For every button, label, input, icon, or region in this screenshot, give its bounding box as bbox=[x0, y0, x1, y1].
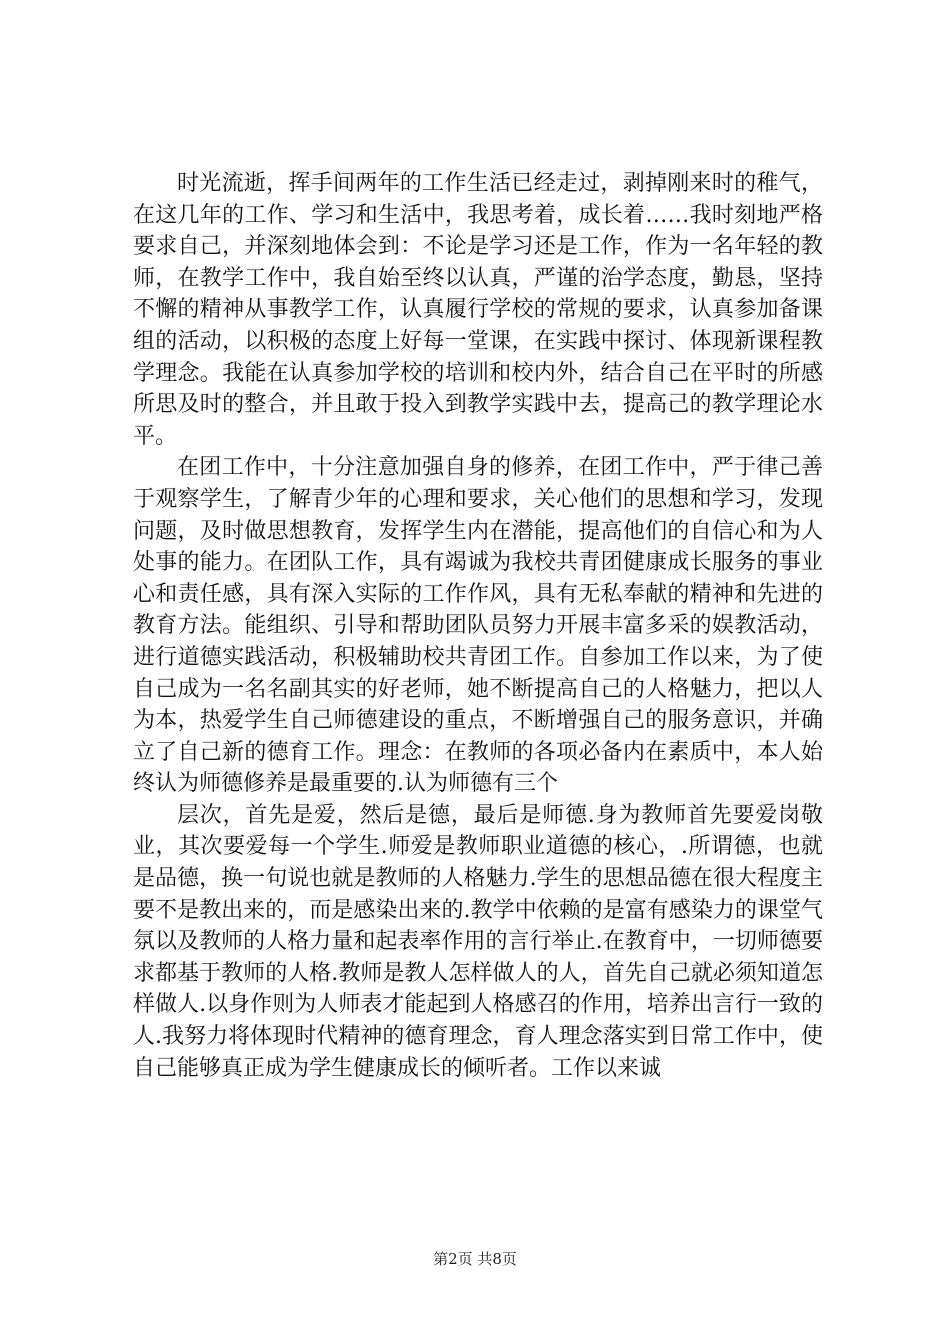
document-body bbox=[133, 168, 823, 1084]
paragraph-2: 在团工作中，十分注意加强自身的修养，在团工作中，严于律己善于观察学生，了解青少年的心理和要求，关心他们的思想和学习，发现问题，及时做思想教育，发挥学生内在潜能，提高他们的自信心和为人处事的能力。在团队工作，具有竭诚为我校共青团健康成长服务的事业心和责任感，具有深入实际的工作作风，具有无私奉献的精神和先进的教育方法。能组织、引导和帮助团队员努力开展丰富多采的娱教活动，进行道德实践活动，积极辅助校共青团工作。自参加工作以来，为了使自己成为一名名副其实的好老师，她不断提高自己的人格魅力，把以人为本，热爱学生自己师德建设的重点，不断增强自己的服务意识，并确立了自己新的德育工作。理念：在教师的各项必备内在素质中，本人始终认为师德修养是最重要的.认为师德有三个 bbox=[133, 455, 823, 797]
paragraph-3: 层次，首先是爱，然后是德，最后是师德.身为教师首先要爱岗敬业，其次要爱每一个学生.师爱是教师职业道德的核心，.所谓德，也就是品德，换一句说也就是教师的人格魅力.学生的思想品德在很大程度主要不是教出来的，而是感染出来的.教学中依赖的是富有感染力的课堂气氛以及教师的人格力量和起表率作用的言行举止.在教育中，一切师德要求都基于教师的人格.教师是教人怎样做人的人，首先自己就必须知道怎样做人.以身作则为人师表才能起到人格感召的作用，培养出言行一致的人.我努力将体现时代精神的德育理念，育人理念落实到日常工作中，使自己能够真正成为学生健康成长的倾听者。工作以来诚 bbox=[133, 802, 823, 1081]
page-number-footer: 第2页 共8页 bbox=[433, 1250, 517, 1268]
paragraph-1: 时光流逝，挥手间两年的工作生活已经走过，剥掉刚来时的稚气，在这几年的工作、学习和生活中，我思考着，成长着……我时刻地严格要求自己，并深刻地体会到：不论是学习还是工作，作为一名年轻的教师，在教学工作中，我自始至终以认真，严谨的治学态度，勤恳，坚持不懈的精神从事教学工作，认真履行学校的常规的要求，认真参加备课组的活动，以积极的态度上好每一堂课，在实践中探讨、体现新课程教学理念。我能在认真参加学校的培训和校内外，结合自己在平时的所感所思及时的整合，并且敢于投入到教学实践中去，提高己的教学理论水平。 bbox=[133, 171, 823, 449]
